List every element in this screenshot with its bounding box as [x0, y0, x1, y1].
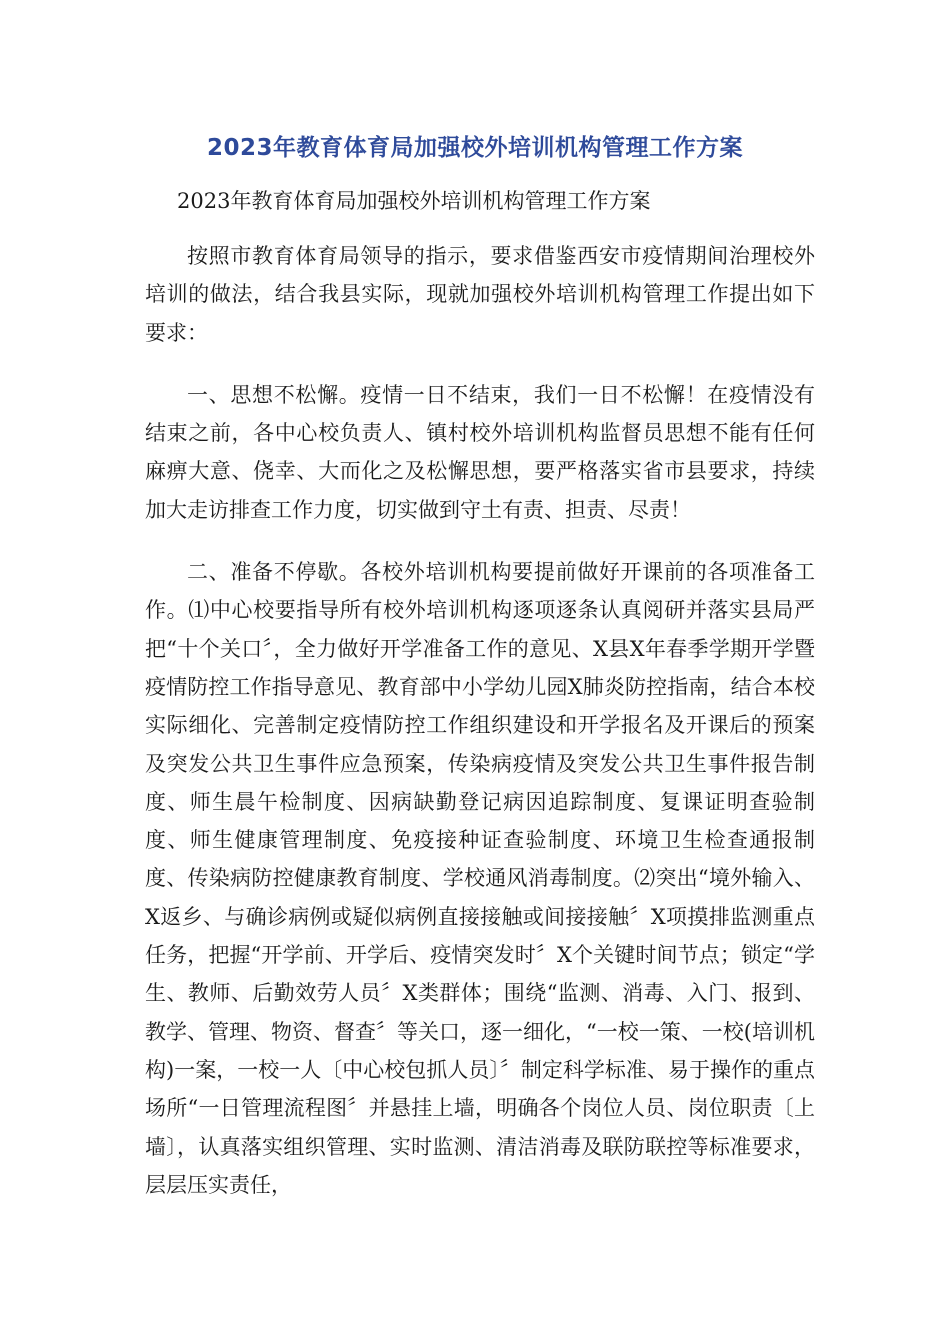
document-title: 2023年教育体育局加强校外培训机构管理工作方案 [206, 135, 743, 161]
document-subtitle: 2023年教育体育局加强校外培训机构管理工作方案 [177, 189, 651, 213]
paragraph-section-1: 一、思想不松懈。疫情一日不结束，我们一日不松懈！在疫情没有结束之前，各中心校负责人、镇村校外培训机构监督员思想不能有任何麻痹大意、侥幸、大而化之及松懈思想，要严格落实省市县要求，持续加大走访排查工作力度，切实做到守土有责、担责、尽责！ [145, 382, 815, 522]
paragraph-intro: 按照市教育体育局领导的指示，要求借鉴西安市疫情期间治理校外培训的做法，结合我县实际，现就加强校外培训机构管理工作提出如下要求： [145, 244, 815, 345]
paragraph-section-2: 二、准备不停歇。各校外培训机构要提前做好开课前的各项准备工作。⑴中心校要指导所有校外培训机构逐项逐条认真阅研并落实县局严把“十个关口〞，全力做好开学准备工作的意见、X县X年春季学期开学暨疫情防控工作指导意见、教育部中小学幼儿园X肺炎防控指南，结合本校实际细化、完善制定疫情防控工作组织建设和开学报名及开课后的预案及突发公共卫生事件应急预案，传染病疫情及突发公共卫生事件报告制度、师生晨午检制度、因病缺勤登记病因追踪制度、复课证明查验制度、师生健康管理制度、免疫接种证查验制度、环境卫生检查通报制度、传染病防控健康教育制度、学校通风消毒制度。⑵突出“境外输入、X返乡、与确诊病例或疑似病例直接接触或间接接触〞X项摸排监测重点任务，把握“开学前、开学后、疫情突发时〞X个关键时间节点；锁定“学生、教师、后勤效劳人员〞X类群体；围绕“监测、消毒、入门、报到、教学、管理、物资、督查〞等关口，逐一细化，“一校一策、一校(培训机构)一案，一校一人〔中心校包抓人员〕〞制定科学标准、易于操作的重点场所“一日管理流程图〞并悬挂上墙，明确各个岗位人员、岗位职责〔上墙〕，认真落实组织管理、实时监测、清洁消毒及联防联控等标准要求，层层压实责任， [145, 560, 815, 1197]
document-body [145, 237, 815, 1204]
